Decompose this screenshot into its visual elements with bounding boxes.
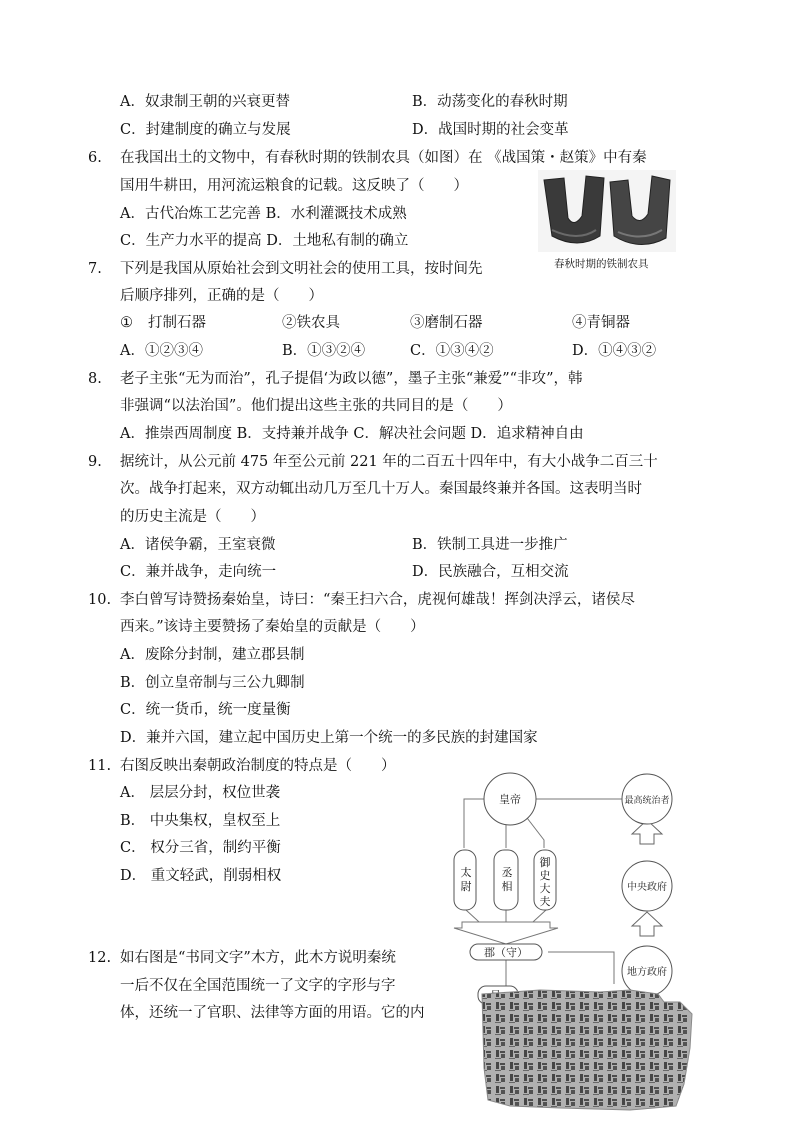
iron-tools-caption: 春秋时期的铁制农具 bbox=[554, 258, 649, 270]
q7-number: 7. bbox=[88, 261, 102, 277]
q9-option-d: D．民族融合，互相交流 bbox=[412, 564, 569, 580]
q6-stem-line2: 国用牛耕田，用河流运粮食的记载。这反映了（ ） bbox=[120, 178, 468, 194]
q7-option-b: B．①③②④ bbox=[282, 343, 366, 359]
q8-stem-line1: 老子主张“无为而治”，孔子提倡‘为政以德”，墨子主张“兼爱”“非攻”，韩 bbox=[120, 371, 583, 387]
q8-options: A．推崇西周制度 B．支持兼并战争 C．解决社会问题 D．追求精神自由 bbox=[120, 426, 584, 442]
q12-number: 12. bbox=[88, 950, 112, 966]
q11-option-c: C． 权分三省，制约平衡 bbox=[120, 840, 281, 856]
jun-label: 郡（守） bbox=[484, 946, 528, 959]
local-government-label: 地方政府 bbox=[627, 967, 667, 978]
q9-stem-line1: 据统计，从公元前 475 年至公元前 221 年的二百五十四年中，有大小战争二百三十 bbox=[120, 454, 658, 470]
q7-stem-line2: 后顺序排列，正确的是（ ） bbox=[120, 288, 323, 304]
connector-jun-local bbox=[548, 952, 614, 984]
connector-emperor-taiwei bbox=[464, 799, 486, 848]
q8-number: 8. bbox=[88, 371, 102, 387]
central-government-label: 中央政府 bbox=[627, 882, 667, 893]
q5-option-a: A．奴隶制王朝的兴衰更替 bbox=[120, 94, 290, 110]
q6-stem-line1: 在我国出土的文物中，有春秋时期的铁制农具（如图）在 《战国策・赵策》中有秦 bbox=[120, 150, 647, 166]
q10-option-c: C．统一货币，统一度量衡 bbox=[120, 702, 291, 718]
q12-stem-line2: 一后不仅在全国范围统一了文字的字形与字 bbox=[120, 978, 396, 994]
q10-stem-line2: 西来。”该诗主要赞扬了秦始皇的贡献是（ ） bbox=[120, 619, 425, 635]
q11-option-a: A． 层层分封，权位世袭 bbox=[120, 785, 281, 801]
q7-option-a: A．①②③④ bbox=[120, 343, 203, 359]
q5-option-d: D．战国时期的社会变革 bbox=[412, 122, 569, 138]
q10-option-b: B．创立皇帝制与三公九卿制 bbox=[120, 675, 305, 691]
q9-stem-line3: 的历史主流是（ ） bbox=[120, 509, 265, 525]
q11-stem: 右图反映出秦朝政治制度的特点是（ ） bbox=[120, 758, 396, 774]
q7-item-1: 打制石器 bbox=[148, 315, 206, 331]
q9-number: 9. bbox=[88, 454, 102, 470]
q11-option-b: B． 中央集权，皇权至上 bbox=[120, 813, 281, 829]
q6-options-row1: A．古代冶炼工艺完善 B．水利灌溉技术成熟 bbox=[120, 206, 407, 222]
q6-options-row2: C．生产力水平的提高 D．土地私有制的确立 bbox=[120, 233, 409, 249]
chengxiang-label: 丞相 bbox=[501, 866, 513, 893]
arrow-ministers-to-jun bbox=[454, 922, 558, 944]
emperor-label: 皇帝 bbox=[499, 793, 521, 806]
q10-number: 10. bbox=[88, 592, 112, 608]
q12-stem-line1: 如右图是“书同文字”木方，此木方说明秦统 bbox=[120, 950, 396, 966]
q5-option-b: B．动荡变化的春秋时期 bbox=[412, 94, 568, 110]
q7-item-4: ④青铜器 bbox=[572, 315, 630, 331]
arrow-up-local-to-central bbox=[632, 912, 662, 936]
q7-option-c: C．①③④② bbox=[410, 343, 494, 359]
q12-stem-line3: 体，还统一了官职、法律等方面的用语。它的内 bbox=[120, 1005, 425, 1021]
q10-option-a: A．废除分封制，建立郡县制 bbox=[120, 647, 305, 663]
taiwei-label: 太尉 bbox=[460, 866, 472, 893]
q9-option-c: C．兼并战争，走向统一 bbox=[120, 564, 277, 580]
q8-stem-line2: 非强调“以法治国”。他们提出这些主张的共同目的是（ ） bbox=[120, 398, 512, 414]
q10-stem-line1: 李白曾写诗赞扬秦始皇，诗曰：“秦王扫六合，虎视何雄哉！挥剑决浮云，诸侯尽 bbox=[120, 592, 635, 608]
q7-item-3: ③磨制石器 bbox=[410, 315, 483, 331]
q7-option-d: D．①④③② bbox=[572, 343, 657, 359]
q5-option-c: C．封建制度的确立与发展 bbox=[120, 122, 291, 138]
q9-stem-line2: 次。战争打起来，双方动辄出动几万至几十万人。秦国最终兼并各国。这表明当时 bbox=[120, 481, 642, 497]
iron-farm-tools-photo bbox=[538, 170, 676, 252]
q10-option-d: D．兼并六国，建立起中国历史上第一个统一的多民族的封建国家 bbox=[120, 730, 538, 746]
supreme-ruler-label: 最高统治者 bbox=[624, 796, 670, 806]
q9-option-b: B．铁制工具进一步推广 bbox=[412, 537, 568, 553]
qin-government-diagram bbox=[448, 770, 688, 1010]
yushi-label: 御史大夫 bbox=[539, 856, 551, 908]
q11-option-d: D． 重文轻武，削弱相权 bbox=[120, 868, 282, 884]
q9-option-a: A．诸侯争霸，王室衰微 bbox=[120, 537, 276, 553]
wooden-tablet-photo bbox=[480, 988, 694, 1112]
q6-number: 6. bbox=[88, 150, 102, 166]
q7-item-2: ②铁农具 bbox=[282, 315, 340, 331]
q7-stem-line1: 下列是我国从原始社会到文明社会的使用工具，按时间先 bbox=[120, 261, 483, 277]
q11-number: 11. bbox=[88, 758, 112, 774]
q7-item-1-marker: ① bbox=[120, 315, 133, 331]
